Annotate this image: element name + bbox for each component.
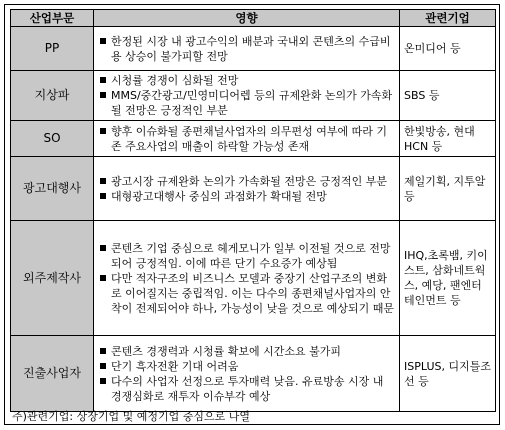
bullet-item: 콘텐츠 기업 중심으로 헤게모니가 일부 이전될 것으로 전망되어 긍정적임. 이에 따른 단기 수요증가 예상됨 xyxy=(100,241,395,271)
bullet-square-icon xyxy=(100,363,106,369)
bullet-square-icon xyxy=(100,178,106,184)
bullet-item: 광고시장 규제완화 논의가 가속화될 전망은 긍정적인 부분 xyxy=(100,174,395,189)
impact-cell xyxy=(94,221,400,336)
table-row xyxy=(11,71,496,121)
impact-cell xyxy=(94,71,400,121)
companies-cell: ISPLUS, 디지틀조선 등 xyxy=(400,336,496,412)
table-row xyxy=(11,27,496,71)
table-row xyxy=(11,121,496,157)
impact-cell xyxy=(94,121,400,157)
bullet-item: MMS/중간광고/민영미디어렙 등의 규제완화 논의가 가속화될 전망은 긍정적인 부분 xyxy=(100,88,395,118)
table-row xyxy=(11,221,496,336)
bullet-square-icon xyxy=(100,128,106,134)
header-sector: 산업부문 xyxy=(11,10,94,27)
bullet-item: 한정된 시장 내 광고수익의 배분과 국내외 콘텐츠의 수급비용 상승이 불가피할 전망 xyxy=(100,34,395,64)
bullet-item: 향후 이슈화될 종편채널사업자의 의무편성 여부에 따라 기존 주요사업의 매출이 하락할 가능성 존재 xyxy=(100,124,395,154)
sector-cell: 광고대행사 xyxy=(11,157,94,221)
table-row xyxy=(11,336,496,412)
companies-cell: IHQ,초록뱀, 키이스트, 삼화네트웍스, 예당, 팬엔터테인먼트 등 xyxy=(400,221,496,336)
bullet-square-icon xyxy=(100,275,106,281)
bullet-square-icon xyxy=(100,77,106,83)
bullet-square-icon xyxy=(100,348,106,354)
header-row xyxy=(11,10,496,27)
sector-cell: PP xyxy=(11,27,94,71)
header-impact: 영향 xyxy=(94,10,400,27)
impact-cell xyxy=(94,157,400,221)
bullet-square-icon xyxy=(100,378,106,384)
companies-cell: 온미디어 등 xyxy=(400,27,496,71)
sector-cell: 외주제작사 xyxy=(11,221,94,336)
companies-cell: 한빛방송, 현대 HCN 등 xyxy=(400,121,496,157)
bullet-item: 단기 흑자전환 기대 어려움 xyxy=(100,359,395,374)
companies-cell: 제일기획, 지투알 등 xyxy=(400,157,496,221)
bullet-item: 다수의 사업자 선정으로 투자매력 낮음. 유료방송 시장 내 경쟁심화로 재투자 이슈부각 예상 xyxy=(100,374,395,404)
bullet-square-icon xyxy=(100,38,106,44)
header-companies: 관련기업 xyxy=(400,10,496,27)
bullet-square-icon xyxy=(100,245,106,251)
bullet-item: 콘텐츠 경쟁력과 시청률 확보에 시간소요 불가피 xyxy=(100,344,395,359)
companies-cell: SBS 등 xyxy=(400,71,496,121)
footnote: 주)관련기업: 상장기업 및 예정기업 중심으로 나열 xyxy=(12,410,250,423)
industry-impact-table xyxy=(10,9,496,412)
impact-cell xyxy=(94,27,400,71)
sector-cell: 지상파 xyxy=(11,71,94,121)
bullet-item: 다만 적자구조의 비즈니스 모델과 중장기 산업구조의 변화로 이어질지는 중립적임. 이는 다수의 종편채널사업자의 안착이 전제되어야 하나, 가능성이 낮을 것으로 예상되기 때문 xyxy=(100,271,395,316)
bullet-item: 시청률 경쟁이 심화될 전망 xyxy=(100,73,395,88)
table-row xyxy=(11,157,496,221)
sector-cell: SO xyxy=(11,121,94,157)
bullet-item: 대형광고대행사 중심의 과점화가 확대될 전망 xyxy=(100,189,395,204)
bullet-square-icon xyxy=(100,92,106,98)
bullet-square-icon xyxy=(100,193,106,199)
impact-cell xyxy=(94,336,400,412)
sector-cell: 진출사업자 xyxy=(11,336,94,412)
